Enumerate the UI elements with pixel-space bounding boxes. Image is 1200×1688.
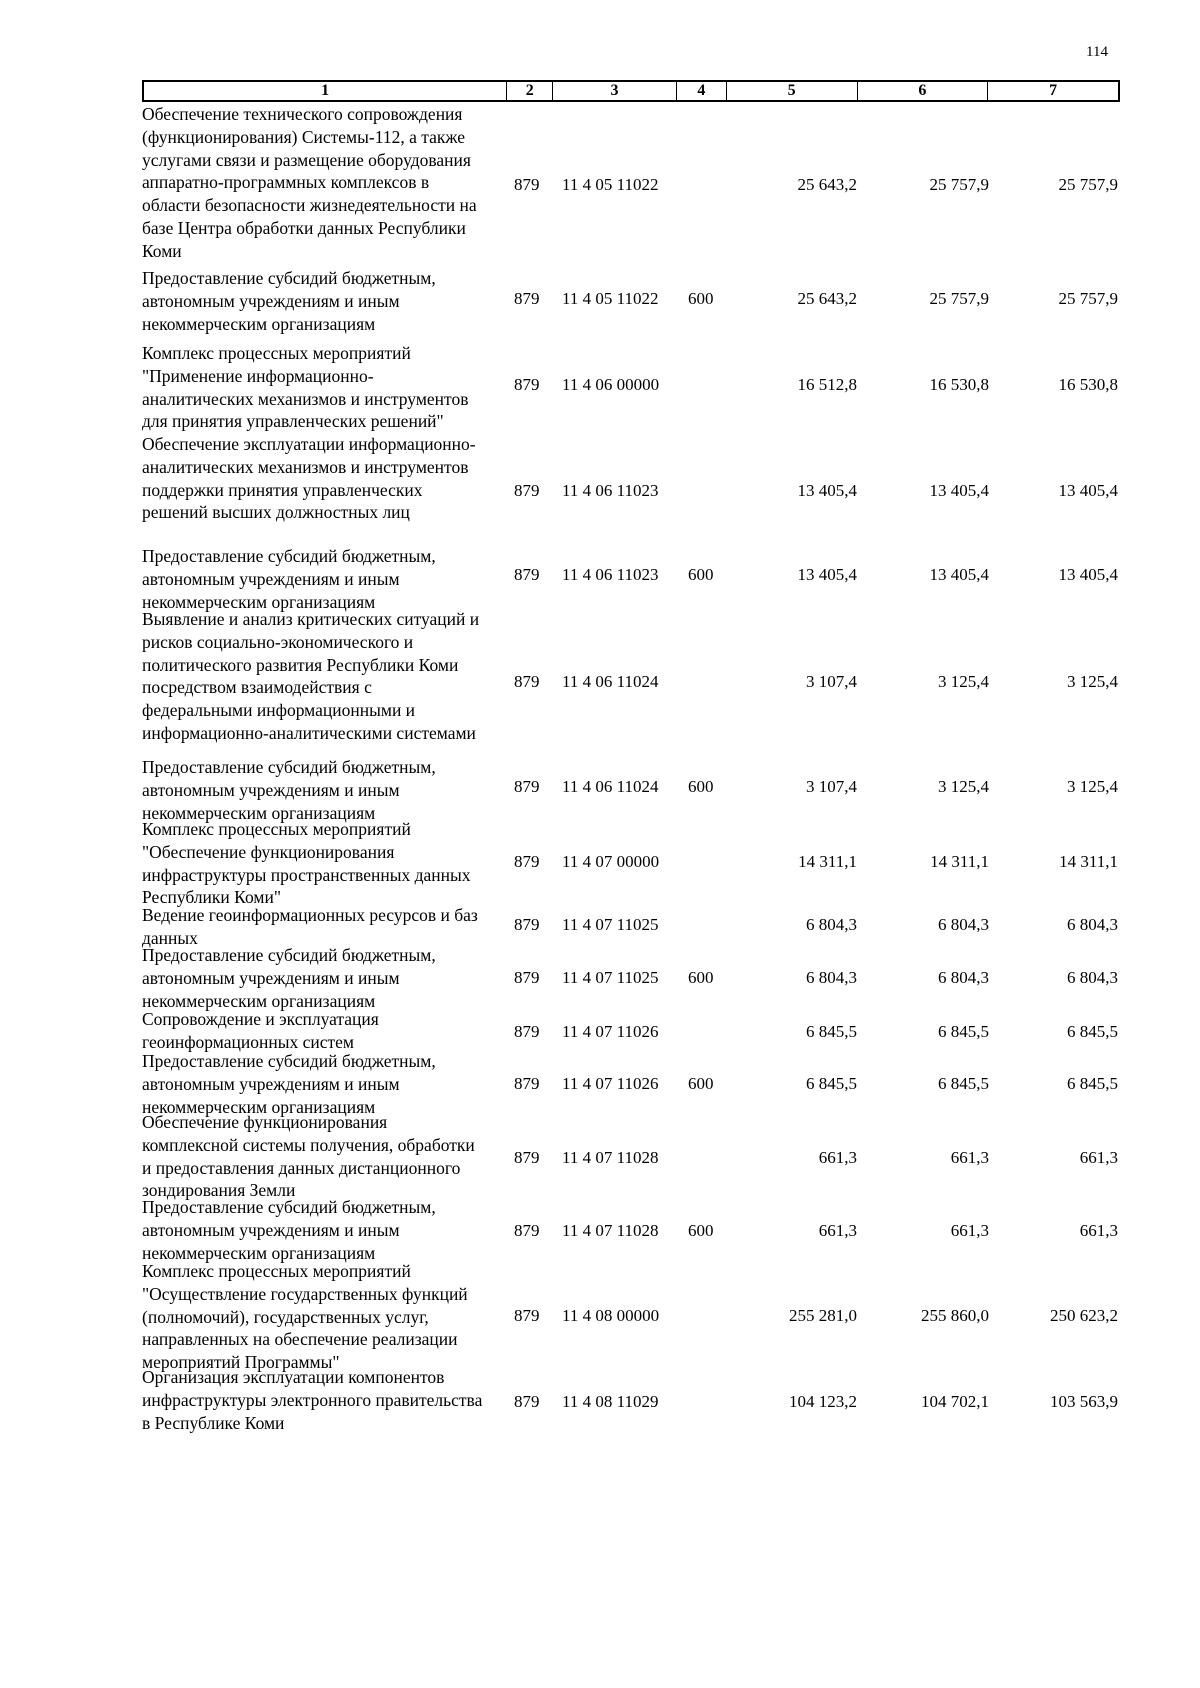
header-col-6: 6: [858, 82, 989, 100]
cell-grbs: 879: [514, 375, 540, 394]
description-line: и предоставления данных дистанционного: [142, 1157, 461, 1178]
row-description: [142, 103, 504, 263]
row-description: [142, 1111, 504, 1202]
description-line: некоммерческим организациям: [142, 591, 376, 612]
cell-vr: 600: [688, 968, 714, 987]
description-line: Сопровождение и эксплуатация: [142, 1009, 379, 1029]
description-line: данных: [142, 927, 198, 948]
description-line: поддержки принятия управленческих: [142, 479, 423, 500]
cell-year-2: 25 757,9: [929, 289, 989, 308]
description-line: решений высших должностных лиц: [142, 502, 410, 523]
page-number: 114: [1086, 44, 1108, 60]
cell-csr: 11 4 07 11028: [562, 1221, 659, 1240]
cell-grbs: 879: [514, 289, 540, 308]
cell-csr: 11 4 08 11029: [562, 1392, 659, 1411]
description-line: "Применение информационно-: [142, 365, 374, 386]
row-description: [142, 545, 504, 613]
description-line: некоммерческим организациям: [142, 802, 376, 823]
cell-grbs: 879: [514, 1221, 540, 1240]
description-line: в Республике Коми: [142, 1412, 285, 1433]
cell-year-2: 14 311,1: [930, 852, 989, 871]
cell-year-1: 6 845,5: [806, 1074, 857, 1093]
cell-year-3: 13 405,4: [1058, 481, 1118, 500]
row-description: [142, 818, 504, 909]
row-description: [142, 904, 504, 950]
cell-year-3: 13 405,4: [1058, 565, 1118, 584]
cell-csr: 11 4 07 11025: [562, 968, 659, 987]
description-line: Комплекс процессных мероприятий: [142, 343, 411, 363]
cell-csr: 11 4 07 11026: [562, 1022, 659, 1041]
cell-year-2: 255 860,0: [921, 1306, 989, 1325]
cell-csr: 11 4 06 11024: [562, 777, 659, 796]
description-line: некоммерческим организациям: [142, 313, 376, 334]
description-line: Предоставление субсидий бюджетным,: [142, 945, 436, 965]
description-line: Обеспечение эксплуатации информационно-: [142, 434, 476, 454]
description-line: политического развития Республики Коми: [142, 654, 459, 675]
description-line: информационно-аналитическими системами: [142, 722, 476, 743]
description-line: услугами связи и размещение оборудования: [142, 149, 471, 170]
description-line: некоммерческим организациям: [142, 990, 376, 1011]
cell-year-1: 3 107,4: [806, 672, 857, 691]
header-col-4: 4: [677, 82, 727, 100]
description-line: базе Центра обработки данных Республики: [142, 217, 466, 238]
description-line: посредством взаимодействия с: [142, 677, 372, 698]
description-line: Комплекс процессных мероприятий: [142, 1261, 411, 1281]
description-line: Предоставление субсидий бюджетным,: [142, 546, 436, 566]
row-description: [142, 1366, 504, 1434]
description-line: аналитических механизмов и инструментов: [142, 388, 469, 409]
cell-csr: 11 4 05 11022: [562, 175, 659, 194]
cell-csr: 11 4 05 11022: [562, 289, 659, 308]
row-description: [142, 944, 504, 1012]
cell-year-1: 6 804,3: [806, 968, 857, 987]
cell-grbs: 879: [514, 481, 540, 500]
header-col-2: 2: [507, 82, 553, 100]
cell-vr: 600: [688, 777, 714, 796]
cell-vr: 600: [688, 289, 714, 308]
cell-grbs: 879: [514, 915, 540, 934]
description-line: инфраструктуры электронного правительства: [142, 1389, 483, 1410]
description-line: Предоставление субсидий бюджетным,: [142, 268, 436, 288]
description-line: автономным учреждениям и иным: [142, 1219, 400, 1240]
header-col-1: 1: [144, 82, 507, 100]
cell-csr: 11 4 06 11023: [562, 565, 659, 584]
table-header: [142, 80, 1120, 102]
header-col-3: 3: [553, 82, 677, 100]
cell-grbs: 879: [514, 1022, 540, 1041]
cell-year-2: 661,3: [950, 1148, 989, 1167]
cell-year-3: 3 125,4: [1067, 672, 1118, 691]
description-line: некоммерческим организациям: [142, 1242, 376, 1263]
cell-year-2: 13 405,4: [929, 565, 989, 584]
description-line: автономным учреждениям и иным: [142, 568, 400, 589]
cell-year-1: 255 281,0: [789, 1306, 857, 1325]
cell-year-1: 16 512,8: [797, 375, 857, 394]
description-line: (полномочий), государственных услуг,: [142, 1306, 429, 1327]
cell-year-2: 3 125,4: [938, 777, 989, 796]
cell-year-2: 6 845,5: [938, 1022, 989, 1041]
cell-vr: 600: [688, 1221, 714, 1240]
description-line: Обеспечение технического сопровождения: [142, 104, 463, 124]
row-description: [142, 1008, 504, 1054]
description-line: (функционирования) Системы-112, а также: [142, 126, 465, 147]
cell-csr: 11 4 07 11025: [562, 915, 659, 934]
cell-year-2: 16 530,8: [929, 375, 989, 394]
cell-grbs: 879: [514, 777, 540, 796]
description-line: для принятия управленческих решений": [142, 411, 444, 432]
cell-year-1: 104 123,2: [789, 1392, 857, 1411]
cell-year-2: 6 845,5: [938, 1074, 989, 1093]
row-description: [142, 342, 504, 433]
description-line: "Осуществление государственных функций: [142, 1283, 468, 1304]
cell-csr: 11 4 07 11028: [562, 1148, 659, 1167]
description-line: "Обеспечение функционирования: [142, 841, 395, 862]
description-line: аналитических механизмов и инструментов: [142, 456, 469, 477]
cell-year-3: 6 804,3: [1067, 915, 1118, 934]
cell-csr: 11 4 08 00000: [562, 1306, 660, 1325]
description-line: инфраструктуры пространственных данных: [142, 864, 471, 885]
cell-year-2: 6 804,3: [938, 968, 989, 987]
description-line: рисков социально-экономического и: [142, 631, 414, 652]
description-line: комплексной системы получения, обработки: [142, 1134, 475, 1155]
cell-csr: 11 4 06 00000: [562, 375, 660, 394]
cell-year-1: 25 643,2: [797, 175, 857, 194]
cell-year-2: 6 804,3: [938, 915, 989, 934]
cell-year-3: 6 804,3: [1067, 968, 1118, 987]
cell-grbs: 879: [514, 565, 540, 584]
description-line: Предоставление субсидий бюджетным,: [142, 1197, 436, 1217]
cell-year-3: 103 563,9: [1050, 1392, 1118, 1411]
description-line: Республики Коми": [142, 887, 281, 908]
cell-year-3: 14 311,1: [1059, 852, 1118, 871]
cell-year-1: 3 107,4: [806, 777, 857, 796]
description-line: Обеспечение функционирования: [142, 1112, 388, 1132]
description-line: Организация эксплуатации компонентов: [142, 1367, 445, 1387]
cell-year-2: 25 757,9: [929, 175, 989, 194]
cell-grbs: 879: [514, 968, 540, 987]
row-description: [142, 608, 504, 745]
description-line: Предоставление субсидий бюджетным,: [142, 1051, 436, 1071]
cell-csr: 11 4 06 11024: [562, 672, 659, 691]
description-line: мероприятий Программы": [142, 1352, 340, 1373]
cell-year-2: 104 702,1: [921, 1392, 989, 1411]
cell-year-3: 661,3: [1079, 1148, 1118, 1167]
cell-csr: 11 4 07 11026: [562, 1074, 659, 1093]
cell-year-3: 6 845,5: [1067, 1022, 1118, 1041]
cell-year-1: 25 643,2: [797, 289, 857, 308]
cell-year-2: 13 405,4: [929, 481, 989, 500]
description-line: области безопасности жизнедеятельности на: [142, 195, 477, 216]
cell-grbs: 879: [514, 1074, 540, 1093]
cell-year-3: 250 623,2: [1050, 1306, 1118, 1325]
cell-year-3: 661,3: [1079, 1221, 1118, 1240]
cell-vr: 600: [688, 565, 714, 584]
description-line: направленных на обеспечение реализации: [142, 1329, 458, 1350]
cell-year-2: 661,3: [950, 1221, 989, 1240]
cell-year-2: 3 125,4: [938, 672, 989, 691]
description-line: Комплекс процессных мероприятий: [142, 819, 411, 839]
description-line: Предоставление субсидий бюджетным,: [142, 757, 436, 777]
description-line: Ведение геоинформационных ресурсов и баз: [142, 905, 478, 925]
cell-grbs: 879: [514, 1148, 540, 1167]
cell-year-3: 6 845,5: [1067, 1074, 1118, 1093]
cell-grbs: 879: [514, 672, 540, 691]
description-line: автономным учреждениям и иным: [142, 1073, 400, 1094]
description-line: Выявление и анализ критических ситуаций и: [142, 609, 480, 629]
description-line: Коми: [142, 240, 182, 261]
cell-year-3: 25 757,9: [1058, 289, 1118, 308]
cell-year-1: 13 405,4: [797, 481, 857, 500]
description-line: автономным учреждениям и иным: [142, 967, 400, 988]
row-description: [142, 756, 504, 824]
row-description: [142, 1196, 504, 1264]
cell-year-1: 13 405,4: [797, 565, 857, 584]
cell-vr: 600: [688, 1074, 714, 1093]
cell-year-3: 3 125,4: [1067, 777, 1118, 796]
description-line: федеральными информационными и: [142, 700, 416, 721]
row-description: [142, 267, 504, 335]
row-description: [142, 433, 504, 524]
header-col-7: 7: [1049, 82, 1058, 99]
cell-grbs: 879: [514, 852, 540, 871]
cell-year-1: 661,3: [818, 1221, 857, 1240]
description-line: автономным учреждениям и иным: [142, 779, 400, 800]
cell-csr: 11 4 07 00000: [562, 852, 660, 871]
header-col-5: 5: [727, 82, 858, 100]
description-line: зондирования Земли: [142, 1180, 296, 1201]
cell-year-1: 6 845,5: [806, 1022, 857, 1041]
cell-year-1: 14 311,1: [798, 852, 857, 871]
cell-grbs: 879: [514, 175, 540, 194]
cell-csr: 11 4 06 11023: [562, 481, 659, 500]
description-line: некоммерческим организациям: [142, 1096, 376, 1117]
cell-year-3: 25 757,9: [1058, 175, 1118, 194]
cell-year-1: 661,3: [818, 1148, 857, 1167]
cell-grbs: 879: [514, 1392, 540, 1411]
row-description: [142, 1260, 504, 1374]
description-line: геоинформационных систем: [142, 1031, 354, 1052]
cell-year-3: 16 530,8: [1058, 375, 1118, 394]
cell-year-1: 6 804,3: [806, 915, 857, 934]
description-line: аппаратно-программных комплексов в: [142, 172, 430, 193]
row-description: [142, 1050, 504, 1118]
description-line: автономным учреждениям и иным: [142, 290, 400, 311]
cell-grbs: 879: [514, 1306, 540, 1325]
